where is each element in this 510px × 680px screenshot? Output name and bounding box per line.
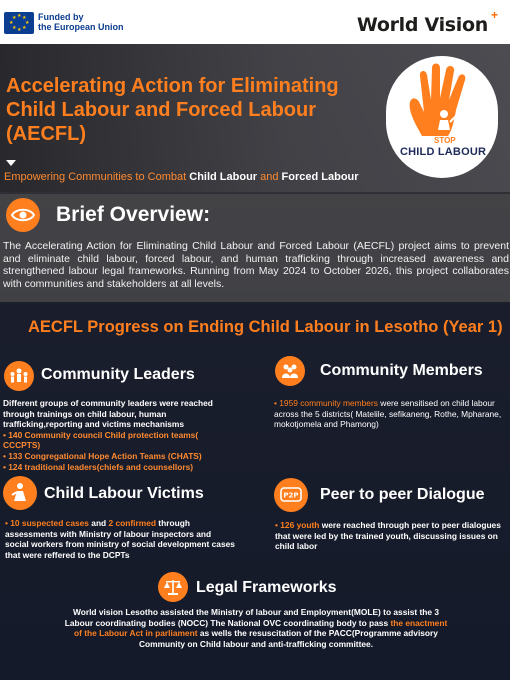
community-leaders-heading: Community Leaders: [41, 366, 195, 383]
raised-hand-icon: [404, 62, 480, 140]
community-leaders-description: Different groups of community leaders were reached through trainings on child labour, human trafficking,reporting and victims mechanisms: [3, 398, 213, 430]
legal-frameworks-text: [62, 607, 450, 649]
caret-down-icon: [6, 160, 16, 166]
legal-text-pre: World vision Lesotho assisted the Ministry of labour and Employment(MOLE) to assist the 3 Labour coordinating bodies (NOCC) The National OVC coordinating body to pass: [64, 607, 440, 628]
peer-to-peer-text: [275, 520, 507, 552]
scales-of-justice-icon: [158, 572, 188, 602]
community-leaders-text: [3, 398, 235, 472]
members-description: were sensitised on child labour across the 5 districts( Matelile, sefikaneng, Rothe, Mpharane, mokotjomela and Phamong): [274, 398, 502, 430]
legal-frameworks-heading: Legal Frameworks: [196, 579, 337, 596]
world-vision-logo: World Vision: [356, 14, 488, 36]
child-labour-victims-heading: Child Labour Victims: [44, 485, 204, 502]
badge-stop-text: STOP: [434, 136, 456, 145]
overview-heading: Brief Overview:: [56, 203, 211, 226]
badge-child-labour-text: CHILD LABOUR: [400, 146, 487, 158]
eye-icon: [6, 198, 40, 232]
peer-description: were reached through peer to peer dialogues that were led by the trained youth, discussing issues on child labor: [275, 520, 501, 552]
victims-joiner: and: [88, 518, 109, 528]
leaders-bullet-cccpts: • 140 Community council Child protection teams( CCCPTS): [3, 429, 199, 451]
subtitle-text: Empowering Communities to Combat: [4, 171, 190, 183]
victims-description: through assessments with Ministry of labour inspectors and social workers from ministry of social development cases that were reffered to the DCPTs: [5, 518, 235, 560]
project-subtitle: [4, 171, 359, 183]
victims-bullet: •: [5, 518, 11, 528]
members-bullet: •: [274, 398, 280, 408]
overview-paragraph: The Accelerating Action for Eliminating Child Labour and Forced Labour (AECFL) project aims to prevent and eliminate child labour, forced labour, and human trafficking through increased awareness and strengthened labour legal frameworks. Running from May 2024 to October 2026, this project collaborates with communities and stakeholders at all levels.: [3, 240, 509, 290]
header-bar: [0, 0, 510, 44]
subtitle-joiner: and: [257, 171, 282, 183]
progress-heading: AECFL Progress on Ending Child Labour in Lesotho (Year 1): [28, 318, 503, 336]
funder-line-2: the European Union: [38, 22, 124, 32]
victims-highlight-confirmed: 2 confirmed: [108, 518, 156, 528]
stop-child-labour-badge: [386, 56, 498, 178]
legal-highlight: the enactment of the Labour Act in parliament: [74, 617, 448, 639]
subtitle-emphasis-1: Child Labour: [189, 171, 258, 183]
peer-bullet: •: [275, 520, 281, 530]
community-members-heading: Community Members: [320, 362, 483, 379]
child-labour-victims-icon: [3, 476, 37, 510]
subtitle-emphasis-2: Forced Labour: [281, 171, 359, 183]
community-members-text: [274, 398, 506, 430]
community-leaders-icon: [4, 361, 34, 391]
child-labour-victims-text: [5, 518, 237, 560]
members-highlight: 1959 community members: [279, 398, 378, 408]
funder-line-1: Funded by: [38, 12, 84, 22]
peer-highlight: 126 youth: [280, 520, 320, 530]
legal-text-post: as wells the resuscitation of the PACC(Programme advisory Community on Child labour and anti-trafficking committee.: [138, 628, 438, 649]
peer-to-peer-icon: [274, 478, 308, 512]
community-members-icon: [275, 356, 305, 386]
p2p-icon-label: P2P: [283, 491, 299, 500]
leaders-bullet-traditional: • 124 traditional leaders(chiefs and counsellors): [3, 461, 194, 472]
peer-to-peer-heading: Peer to peer Dialogue: [320, 486, 485, 503]
project-title: Accelerating Action for Eliminating Child Labour and Forced Labour (AECFL): [6, 75, 339, 145]
leaders-bullet-chats: • 133 Congregational Hope Action Teams (CHATS): [3, 450, 202, 461]
world-vision-star-icon: +: [490, 8, 498, 22]
eu-flag-icon: ★ ★ ★ ★ ★ ★ ★ ★: [4, 12, 34, 34]
victims-highlight-suspected: 10 suspected cases: [10, 518, 89, 528]
funder-label: [38, 12, 124, 32]
